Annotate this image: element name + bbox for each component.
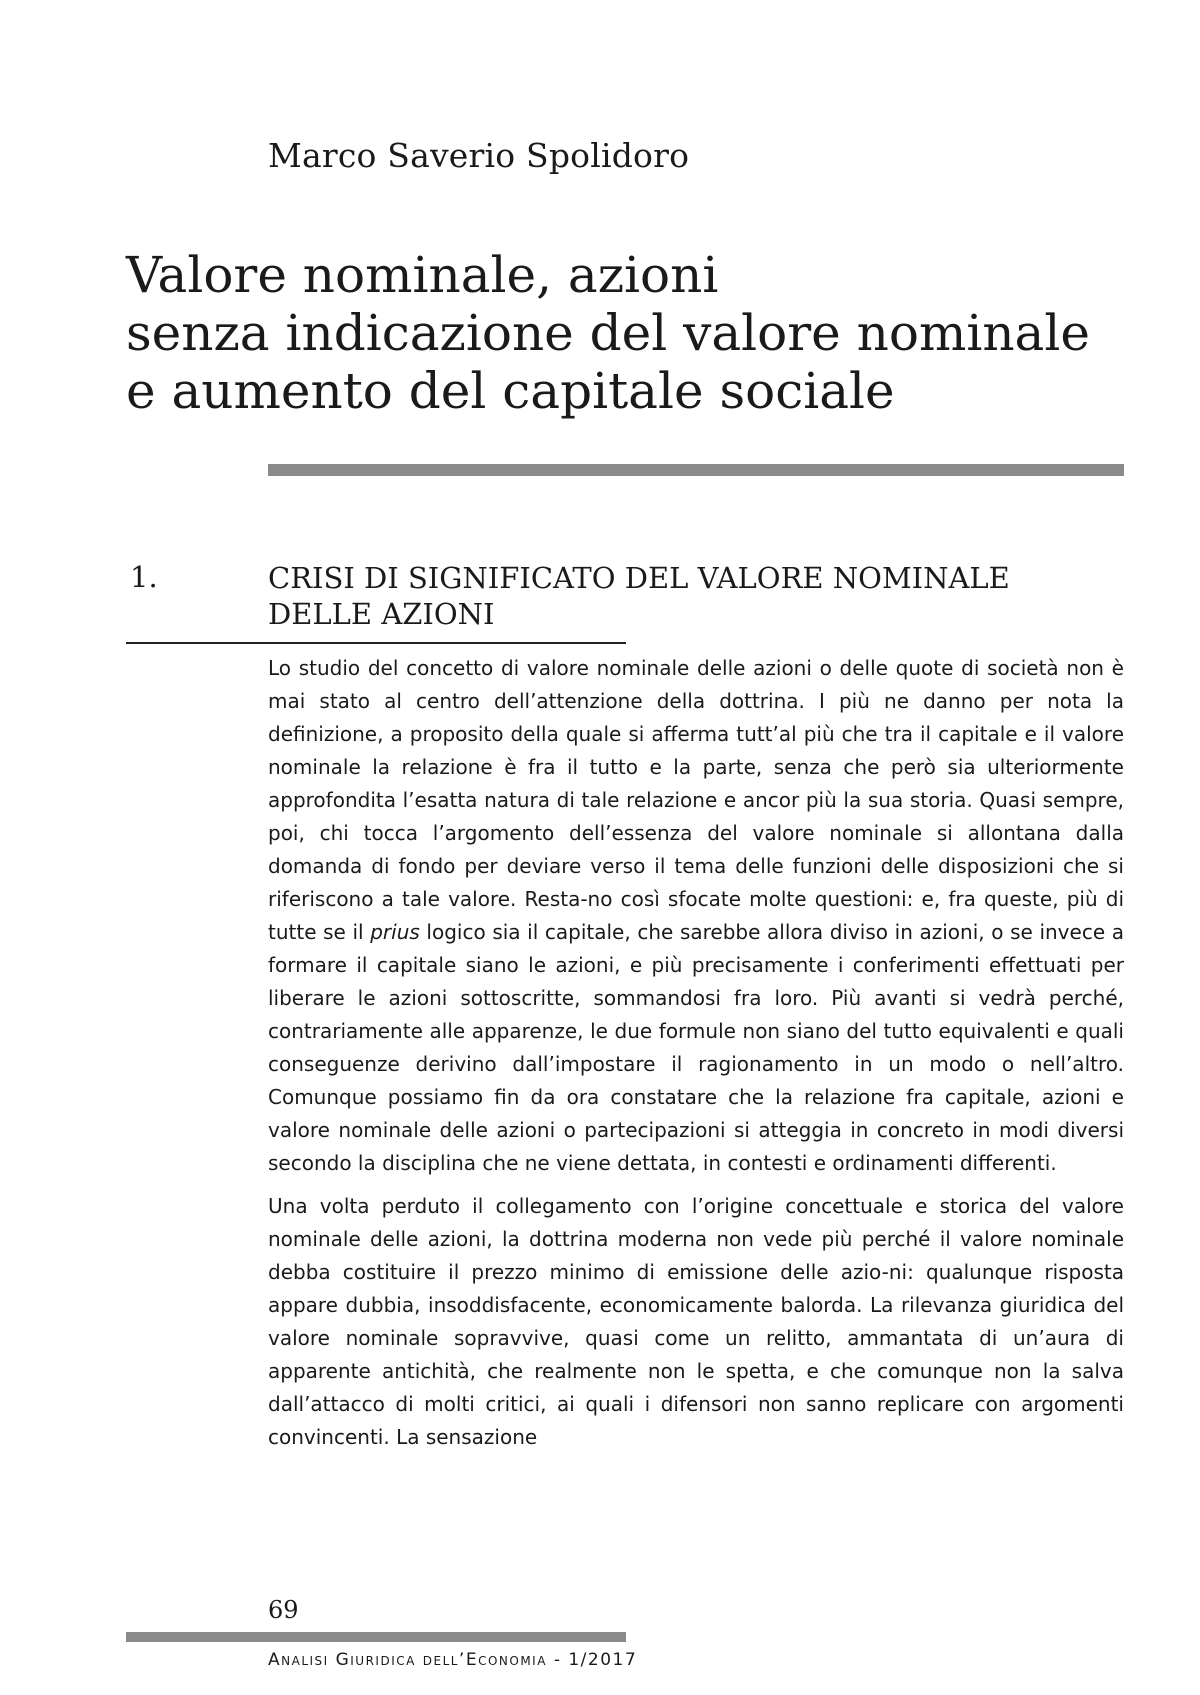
section-heading-line: DELLE AZIONI [268,597,495,631]
page-number: 69 [268,1596,299,1624]
title-divider [268,464,1124,476]
article-title [126,246,1126,420]
emphasis-text: prius [370,920,420,944]
paragraph-text: Lo studio del concetto di valore nominale delle azioni o delle quote di società non è mai stato al centro dell’attenzione della dottrina. I più ne danno per nota la definizione, a proposito della quale si afferma tutt’al più che tra il capitale e il valore nominale la relazione è fra il tutto e la parte, senza che però sia ulteriormente approfondita l’esatta natura di tale relazione e ancor più la sua storia. Quasi sempre, poi, chi tocca l’argomento dell’essenza del valore nominale si allontana dalla domanda di fondo per deviare verso il tema delle funzioni delle disposizioni che si riferiscono a tale valore. Resta-no così sfocate molte questioni: e, fra queste, più di tutte se il [268,656,1124,944]
title-line: e aumento del capitale sociale [126,362,895,420]
section-heading-line: CRISI DI SIGNIFICATO DEL VALORE NOMINALE [268,561,1010,595]
footer-divider [126,1632,626,1642]
paragraph [268,652,1124,1180]
section-heading [268,560,1128,632]
section-divider [126,642,626,644]
paragraph-text: logico sia il capitale, che sarebbe allora diviso in azioni, o se invece a formare il capitale siano le azioni, e più precisamente i conferimenti effettuati per liberare le azioni sottoscritte, sommandosi fra loro. Più avanti si vedrà perché, contrariamente alle apparenze, le due formule non siano del tutto equivalenti e quali conseguenze derivino dall’impostare il ragionamento in un modo o nell’altro. Comunque possiamo fin da ora constatare che la relazione fra capitale, azioni e valore nominale delle azioni o partecipazioni si atteggia in concreto in modi diversi secondo la disciplina che ne viene dettata, in contesti e ordinamenti differenti. [268,920,1125,1175]
body-text [268,652,1124,1464]
title-line: Valore nominale, azioni [126,246,719,304]
paragraph: Una volta perduto il collegamento con l’origine concettuale e storica del valore nominale delle azioni, la dottrina moderna non vede più perché il valore nominale debba costituire il prezzo minimo di emissione delle azio-ni: qualunque risposta appare dubbia, insoddisfacente, economicamente balorda. La rilevanza giuridica del valore nominale sopravvive, quasi come un relitto, ammantata di un’aura di apparente antichità, che realmente non le spetta, e che comunque non la salva dall’attacco di molti critici, ai quali i difensori non sanno replicare con argomenti convincenti. La sensazione [268,1194,1124,1449]
section-number: 1. [130,560,158,594]
author-name: Marco Saverio Spolidoro [268,136,690,175]
title-line: senza indicazione del valore nominale [126,304,1090,362]
journal-footer: Analisi Giuridica dell’Economia - 1/2017 [268,1650,638,1670]
